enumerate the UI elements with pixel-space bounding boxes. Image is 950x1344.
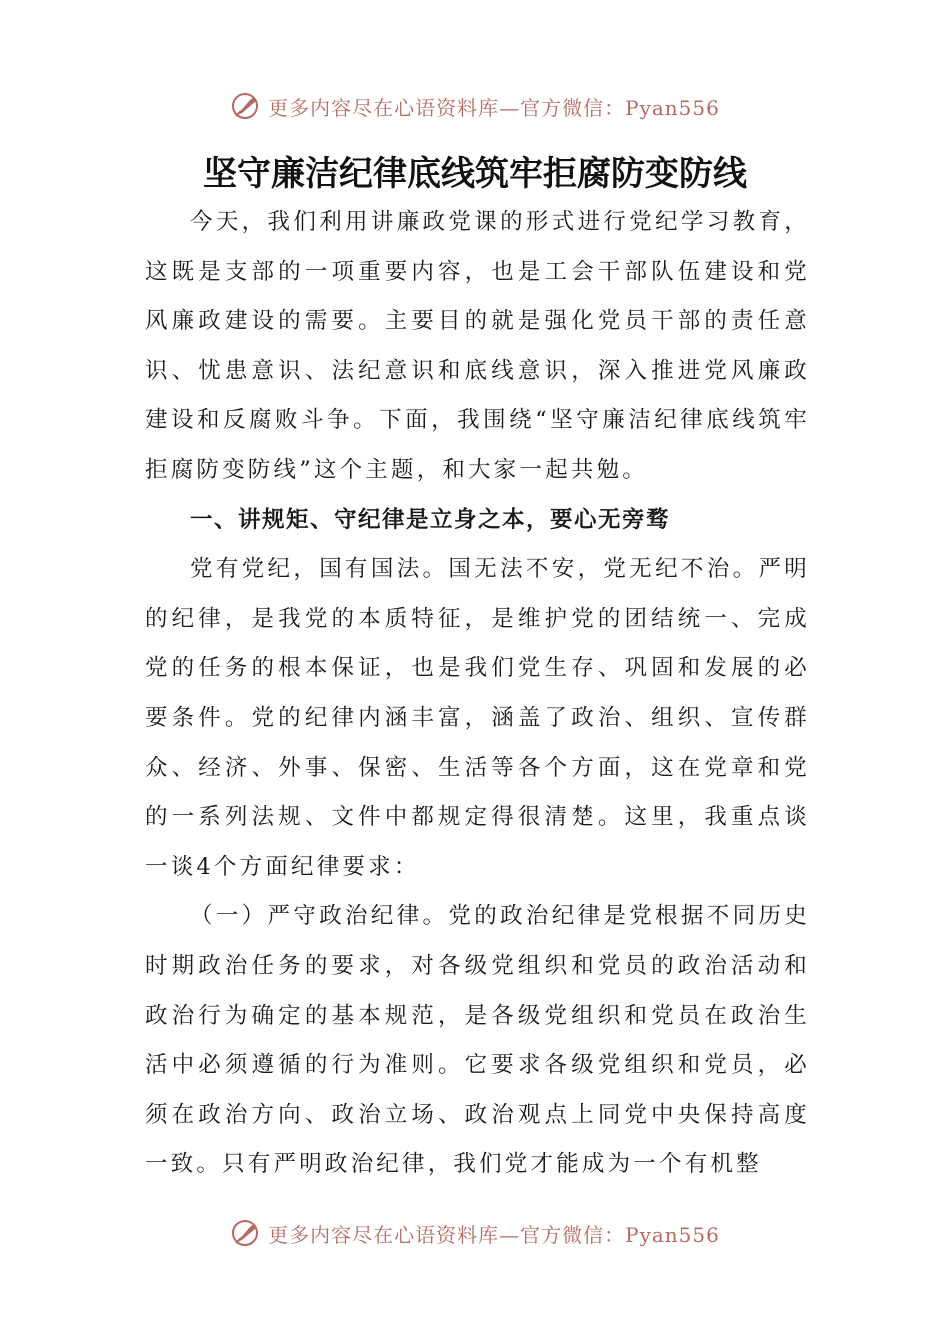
paragraph-intro: 今天，我们利用讲廉政党课的形式进行党纪学习教育，这既是支部的一项重要内容，也是工会干部队伍建设和党风廉政建设的需要。主要目的就是强化党员干部的责任意识、忧患意识、法纪意识和底线意识，深入推进党风廉政建设和反腐败斗争。下面，我围绕“坚守廉洁纪律底线筑牢拒腐防变防线”这个主题，和大家一起共勉。 — [145, 209, 810, 483]
watermark-header — [0, 86, 950, 126]
watermark-footer — [0, 1213, 950, 1253]
quill-logo-icon — [230, 1218, 260, 1248]
quill-logo-icon — [230, 91, 260, 121]
section-heading: 一、讲规矩、守纪律是立身之本，要心无旁骛 — [190, 506, 671, 533]
paragraph-political-discipline: （一）严守政治纪律。党的政治纪律是党根据不同历史时期政治任务的要求，对各级党组织和党员的政治活动和政治行为确定的基本规范，是各级党组织和党员在政治生活中必须遵循的行为准则。它要求各级党组织和党员，必须在政治方向、政治立场、政治观点上同党中央保持高度一致。只有严明政治纪律，我们党才能成为一个有机整 — [145, 903, 810, 1178]
paragraph-discipline: 党有党纪，国有国法。国无法不安，党无纪不治。严明的纪律，是我党的本质特征，是维护党的团结统一、完成党的任务的根本保证，也是我们党生存、巩固和发展的必要条件。党的纪律内涵丰富，涵盖了政治、组织、宣传群众、经济、外事、保密、生活等各个方面，这在党章和党的一系列法规、文件中都规定得很清楚。这里，我重点谈一谈4个方面纪律要求： — [145, 556, 810, 880]
document-body — [145, 198, 810, 1190]
document-title: 坚守廉洁纪律底线筑牢拒腐防变防线 — [203, 154, 747, 194]
watermark-text: 更多内容尽在心语资料库—官方微信：Pyan556 — [268, 1222, 720, 1247]
watermark-text: 更多内容尽在心语资料库—官方微信：Pyan556 — [268, 95, 720, 120]
